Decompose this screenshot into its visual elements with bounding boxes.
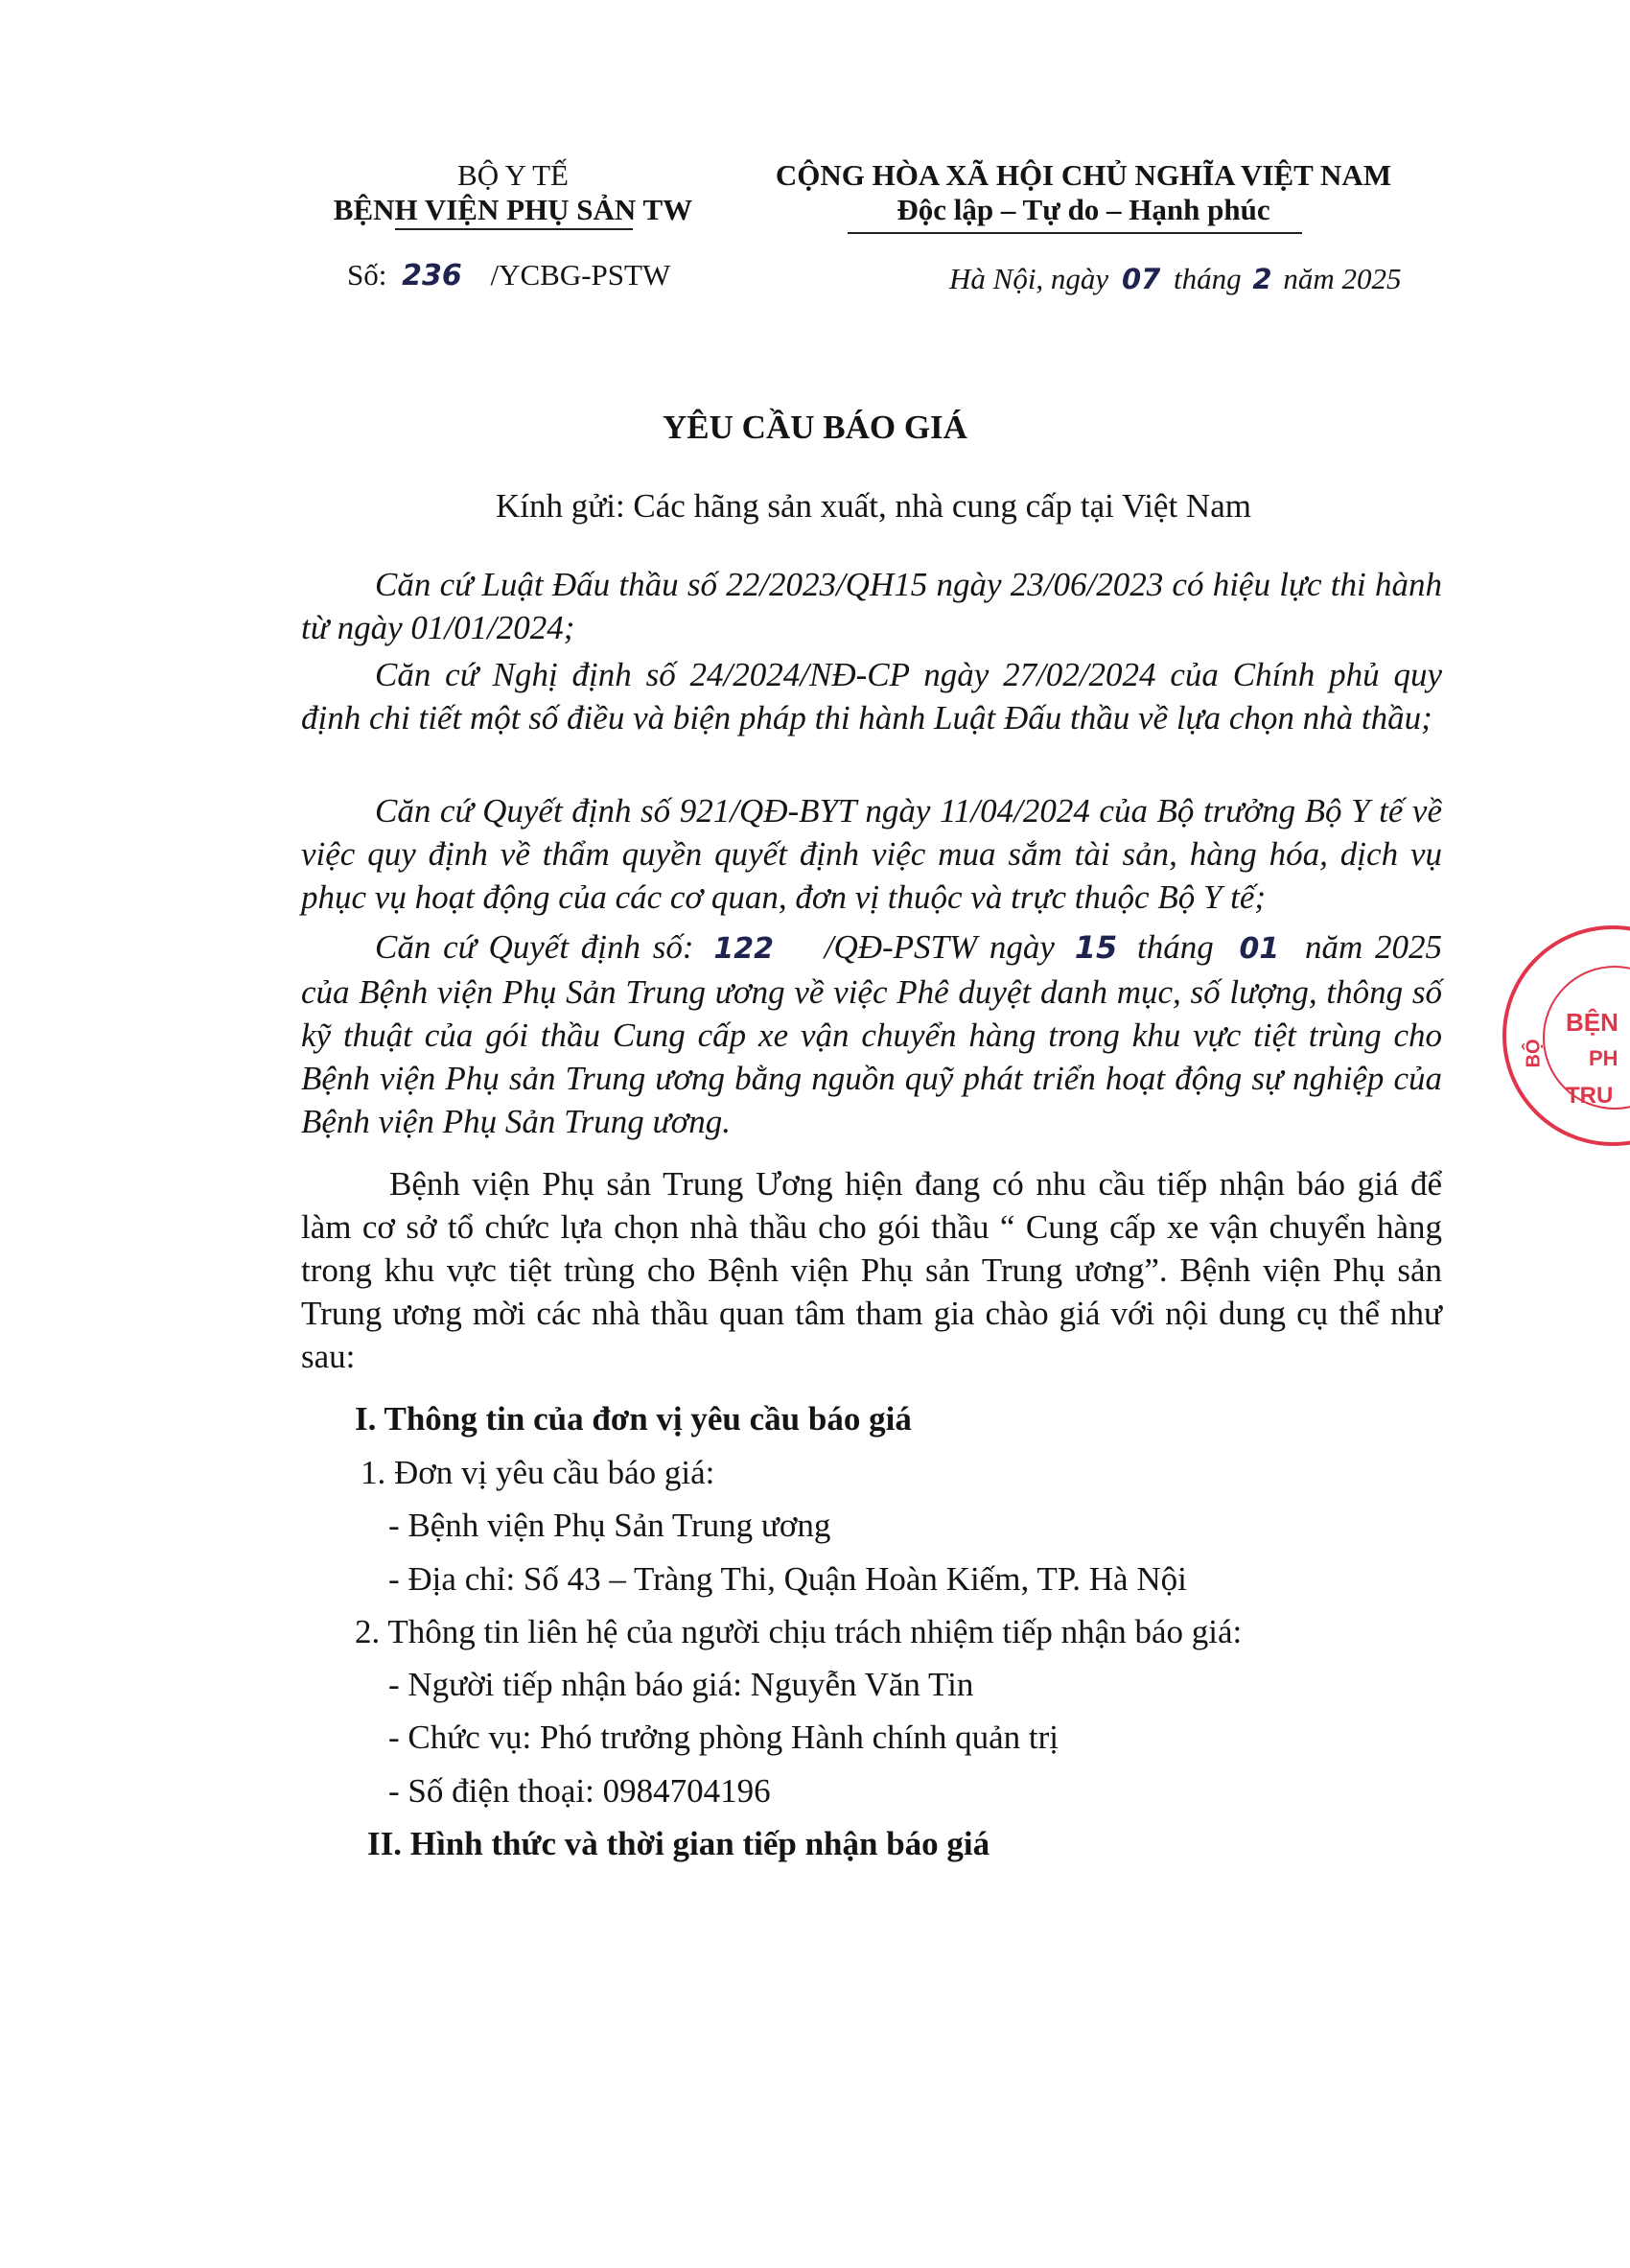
seal-fragment-2: PH (1589, 1046, 1618, 1070)
recipient-line: Kính gửi: Các hãng sản xuất, nhà cung cấp tại Việt Nam (496, 487, 1251, 525)
basis4-day: 15 (1074, 929, 1118, 966)
date-month-handwritten: 2 (1252, 263, 1272, 295)
seal-stamp (1502, 925, 1630, 1146)
ref-suffix: /YCBG-PSTW (490, 258, 671, 292)
contact-phone: - Số điện thoại: 0984704196 (388, 1772, 771, 1810)
requesting-unit-address: - Địa chỉ: Số 43 – Tràng Thi, Quận Hoàn Kiếm, TP. Hà Nội (388, 1560, 1187, 1598)
basis4-month: 01 (1239, 932, 1280, 966)
date-day-handwritten: 07 (1121, 263, 1161, 295)
ministry-name: BỘ Y TẾ (457, 158, 569, 192)
national-motto: Độc lập – Tự do – Hạnh phúc (896, 193, 1270, 226)
country-name: CỘNG HÒA XÃ HỘI CHỦ NGHĨA VIỆT NAM (775, 158, 1392, 192)
document-title: YÊU CẦU BÁO GIÁ (663, 409, 967, 446)
hospital-name: BỆNH VIỆN PHỤ SẢN TW (333, 193, 693, 226)
legal-basis-4 (301, 925, 1442, 1143)
date-month-label: tháng (1174, 262, 1242, 295)
date-prefix: Hà Nội, ngày (949, 262, 1109, 295)
basis4-rest: năm 2025 của Bệnh viện Phụ Sản Trung ương về việc Phê duyệt danh mục, số lượng, thông số kỹ thuật của gói thầu Cung cấp xe vận chuyển hàng trong khu vực tiệt trùng cho Bệnh viện Phụ sản Trung ương bằng nguồn quỹ phát triển hoạt động sự nghiệp của Bệnh viện Phụ Sản Trung ương. (301, 928, 1443, 1140)
basis4-mid2: tháng (1137, 928, 1214, 966)
issue-date (949, 261, 1402, 297)
motto-underline (848, 232, 1302, 234)
intro-paragraph: Bệnh viện Phụ sản Trung Ương hiện đang có nhu cầu tiếp nhận báo giá để làm cơ sở tổ chức lựa chọn nhà thầu cho gói thầu “ Cung cấp xe vận chuyển hàng trong khu vực tiệt trùng cho Bệnh viện Phụ sản Trung ương”. Bệnh viện Phụ sản Trung ương mời các nhà thầu quan tâm tham gia chào giá với nội dung cụ thể như sau: (301, 1165, 1442, 1375)
seal-fragment-1: BỆN (1566, 1008, 1618, 1037)
ref-prefix: Số: (347, 258, 387, 292)
contact-receiver: - Người tiếp nhận báo giá: Nguyễn Văn Tin (388, 1666, 974, 1703)
legal-basis-3: Căn cứ Quyết định số 921/QĐ-BYT ngày 11/04/2024 của Bộ trưởng Bộ Y tế về việc quy định về thẩm quyền quyết định việc mua sắm tài sản, hàng hóa, dịch vụ phục vụ hoạt động của các cơ quan, đơn vị thuộc và trực thuộc Bộ Y tế; (301, 792, 1442, 916)
section-2-heading: II. Hình thức và thời gian tiếp nhận báo giá (367, 1825, 990, 1862)
document-number (347, 257, 670, 294)
legal-basis-1: Căn cứ Luật Đấu thầu số 22/2023/QH15 ngày 23/06/2023 có hiệu lực thi hành từ ngày 01/01/2024; (301, 566, 1442, 646)
basis4-decision-number: 122 (713, 932, 774, 966)
requesting-unit-name: - Bệnh viện Phụ Sản Trung ương (388, 1507, 831, 1544)
hospital-underline (395, 228, 633, 230)
basis4-mid1: /QĐ-PSTW ngày (824, 928, 1055, 966)
section-1-heading: I. Thông tin của đơn vị yêu cầu báo giá (355, 1400, 912, 1438)
seal-fragment-3: TRU (1566, 1083, 1614, 1109)
contact-position: - Chức vụ: Phó trưởng phòng Hành chính quản trị (388, 1719, 1060, 1756)
ref-number-handwritten: 236 (402, 259, 462, 292)
section-1-item-2: 2. Thông tin liên hệ của người chịu trách nhiệm tiếp nhận báo giá: (355, 1613, 1243, 1650)
basis4-prefix: Căn cứ Quyết định số: (375, 928, 694, 966)
section-1-item-1: 1. Đơn vị yêu cầu báo giá: (361, 1454, 715, 1491)
seal-fragment-4: BỘ (1523, 1039, 1545, 1068)
legal-basis-2: Căn cứ Nghị định số 24/2024/NĐ-CP ngày 27/02/2024 của Chính phủ quy định chi tiết một số điều và biện pháp thi hành Luật Đấu thầu về lựa chọn nhà thầu; (301, 656, 1442, 737)
date-year: năm 2025 (1283, 262, 1402, 295)
